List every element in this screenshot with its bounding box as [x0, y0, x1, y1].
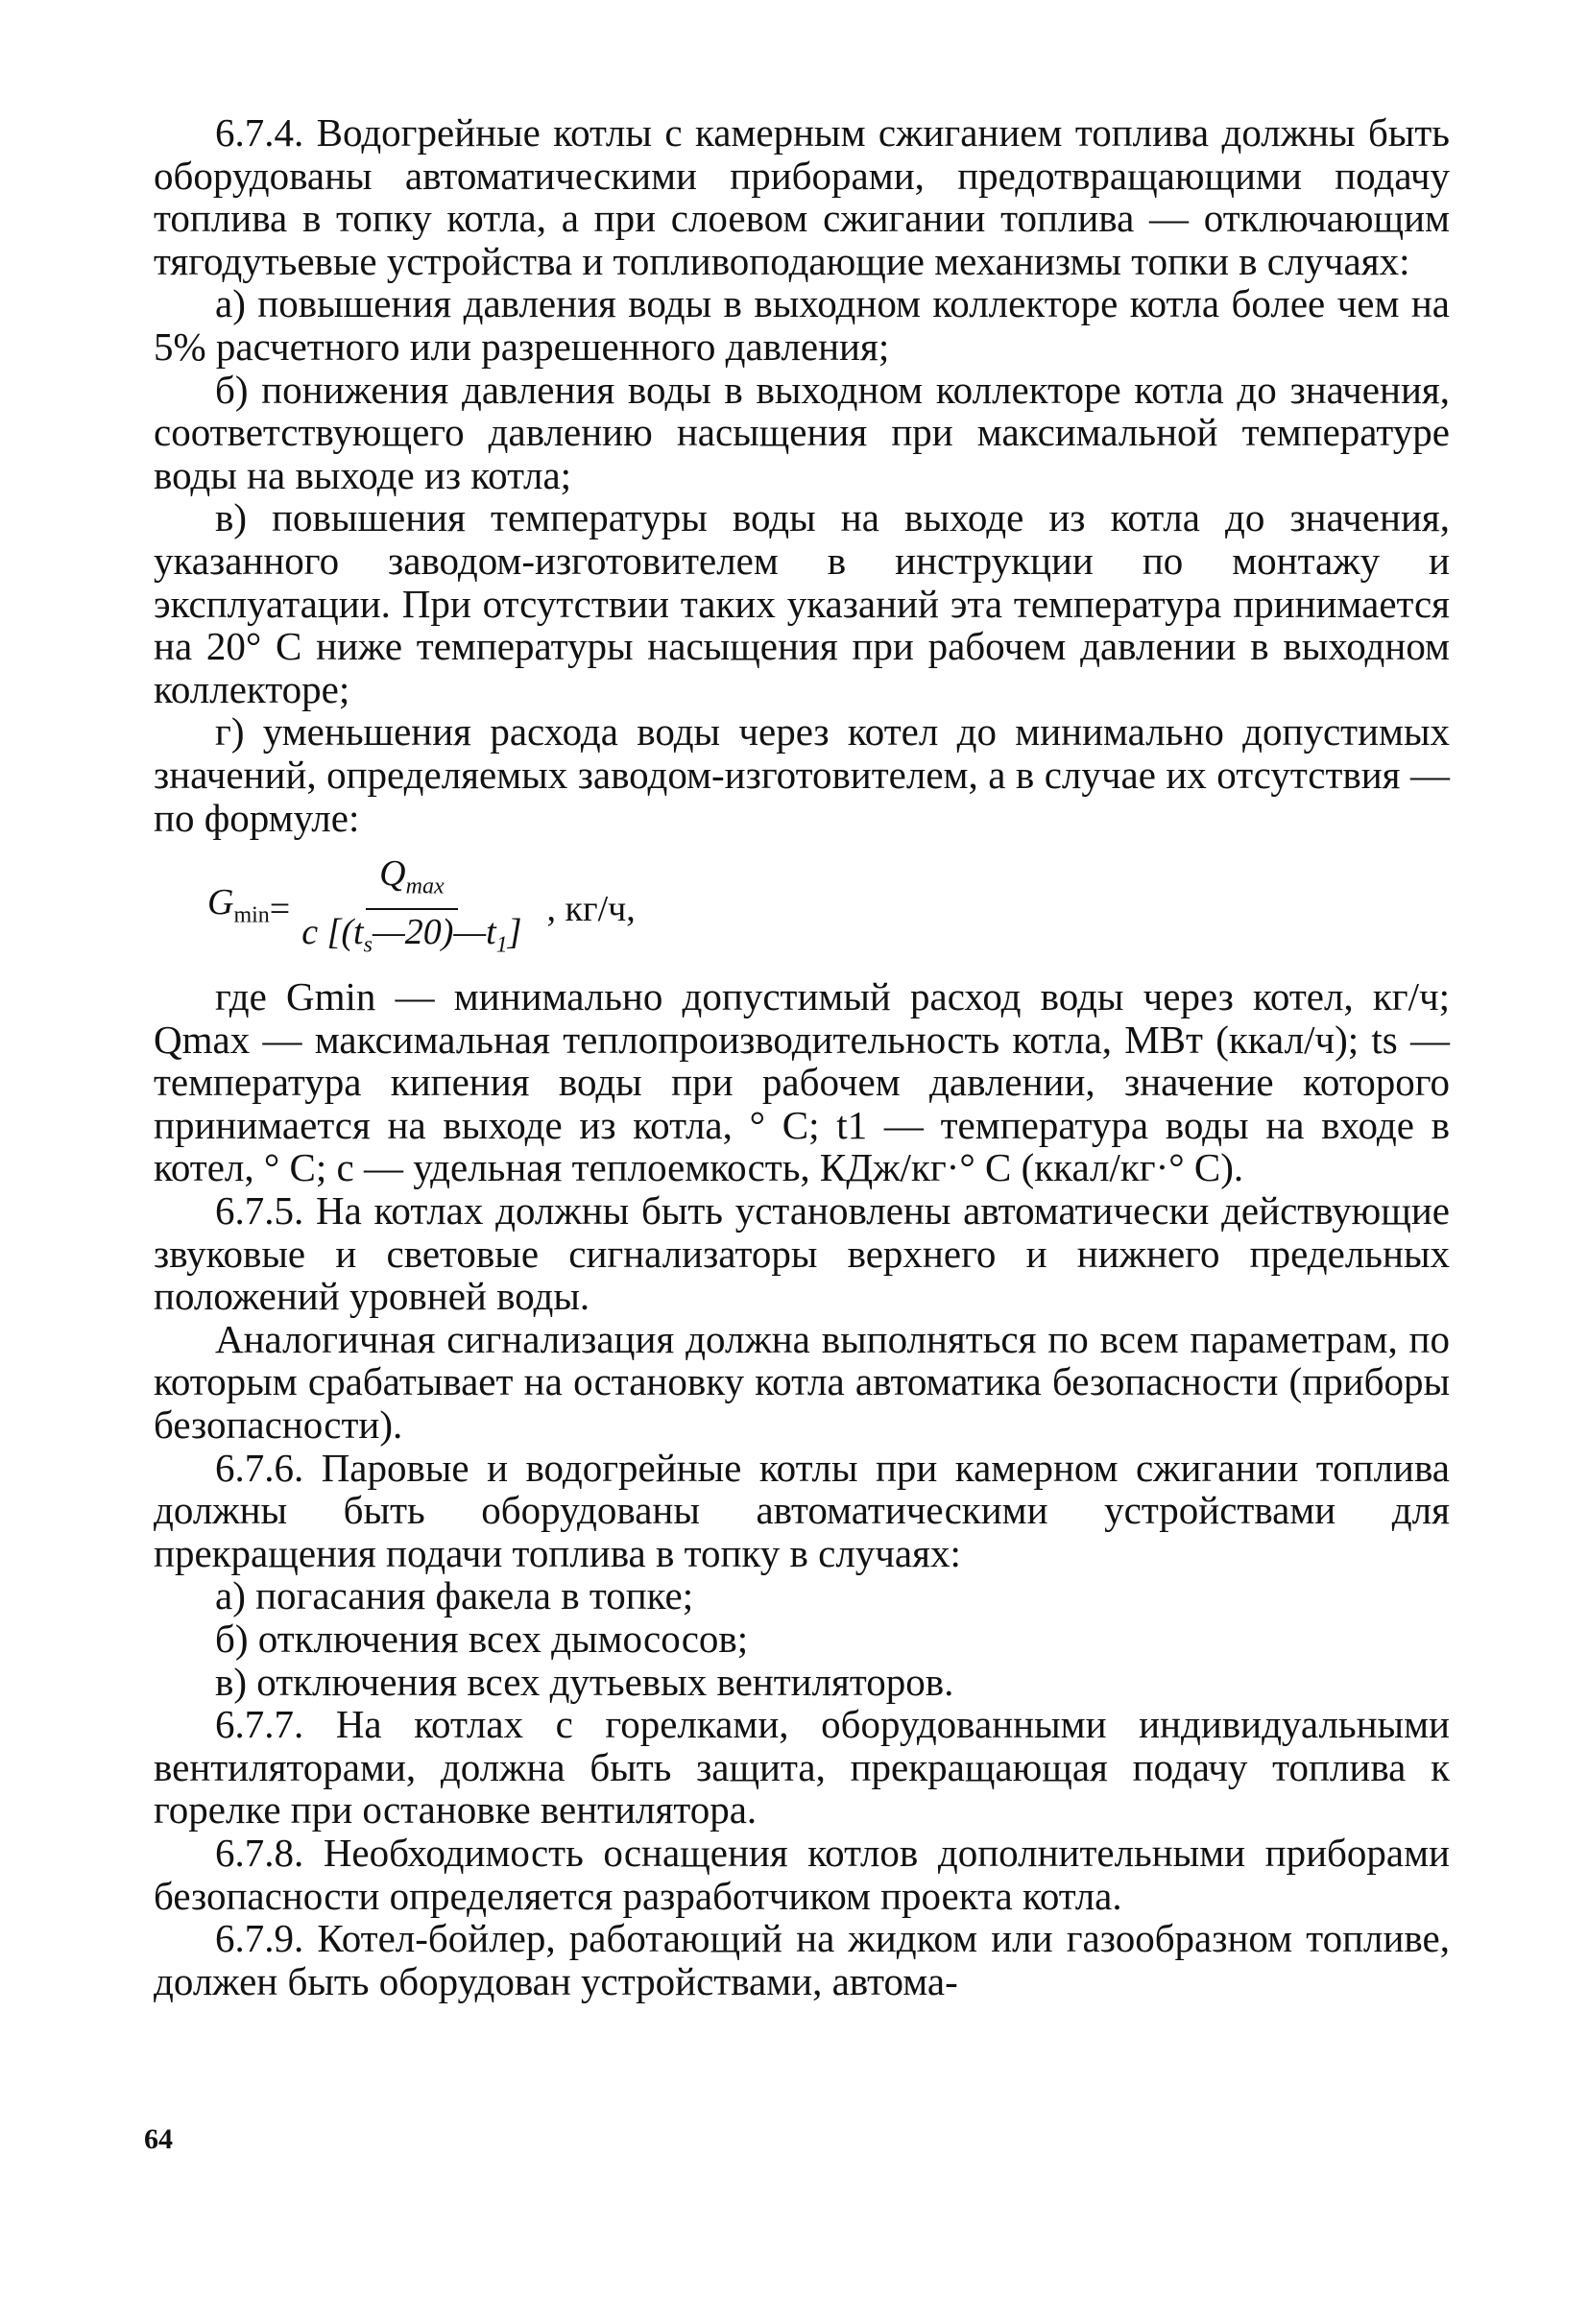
paragraph-6-7-9: 6.7.9. Котел-бойлер, работающий на жидком или газообразном топливе, должен быть оборудован устройствами, автома-: [154, 1916, 1450, 2003]
paragraph-signaling: Аналогичная сигнализация должна выполняться по всем параметрам, по которым срабатывает на остановку котла автоматика безопасности (приборы безопасности).: [154, 1316, 1450, 1448]
paragraph-case-fans: в) отключения всех дутьевых вентиляторов.: [215, 1659, 954, 1704]
paragraphs-after: [154, 975, 1450, 2002]
paragraph-6-7-4: 6.7.4. Водогрейные котлы с камерным сжиганием топлива должны быть оборудованы автоматическими приборами, предотвращающими подачу топлива в топку котла, а при слоевом сжигании топлива — отключающим тягодутьевые устройства и топливоподающие механизмы топки в случаях:: [154, 110, 1450, 283]
formula-denominator: c $[(t_s—20)—t_1]$: [301, 912, 522, 958]
paragraph-6-7-5: 6.7.5. На котлах должны быть установлены автоматически действующие звуковые и световые сигнализаторы верхнего и нижнего предельных положений уровней воды.: [154, 1188, 1450, 1319]
formula-lhs: $G_{min}$: [207, 882, 270, 928]
paragraph-6-7-6: 6.7.6. Паровые и водогрейные котлы при камерном сжигании топлива должны быть оборудованы автоматическими устройствами для прекращения подачи топлива в топку в случаях:: [154, 1445, 1450, 1575]
paragraph-legend: где Gmin — минимально допустимый расход воды через котел, кг/ч; Qmax — максимальная теплопроизводительность котла, МВт (ккал/ч); ts — температура кипения воды при рабочем давлении, значение которого принимается на выходе из котла, ° С; t1 — температура воды на входе в котел, ° С; с — удельная теплоемкость, КДж/кг·° С (ккал/кг·° С).: [154, 974, 1450, 1190]
paragraph-case-a: а) повышения давления воды в выходном коллекторе котла более чем на 5% расчетного или разрешенного давления;: [154, 281, 1450, 369]
paragraph-6-7-7: 6.7.7. На котлах с горелками, оборудованными индивидуальными вентиляторами, должна быть защита, прекращающая подачу топлива к горелке при остановке вентилятора.: [154, 1702, 1450, 1833]
formula-unit: , кг/ч,: [546, 888, 636, 929]
paragraph-case-g: г) уменьшения расхода воды через котел до минимально допустимых значений, определяемых заводом-изготовителем, а в случае их отсутствия — по формуле:: [154, 709, 1450, 840]
paragraphs-before: [154, 111, 1450, 839]
formula-equals: =: [269, 888, 291, 929]
paragraph-case-flame: а) погасания факела в топке;: [215, 1573, 694, 1618]
formula-gmin: [154, 847, 1450, 971]
formula-fraction: [296, 851, 527, 968]
paragraph-case-v: в) повышения температуры воды на выходе из котла до значения, указанного заводом-изготовителем в инструкции по монтажу и эксплуатации. При отсутствии таких указаний эта температура принимается на 20° С ниже температуры насыщения при рабочем давлении в выходном коллекторе;: [154, 495, 1450, 711]
paragraph-6-7-8: 6.7.8. Необходимость оснащения котлов дополнительными приборами безопасности определяется разработчиком проекта котла.: [154, 1830, 1450, 1918]
formula-numerator: $Q_{max}$: [366, 851, 457, 911]
page-number: 64: [144, 2123, 173, 2155]
paragraph-case-exhausters: б) отключения всех дымососов;: [215, 1617, 749, 1661]
paragraph-case-b: б) понижения давления воды в выходном коллекторе котла до значения, соответствующего давлению насыщения при максимальной температуре воды на выходе из котла;: [154, 367, 1450, 497]
text-column: [154, 111, 1450, 2002]
